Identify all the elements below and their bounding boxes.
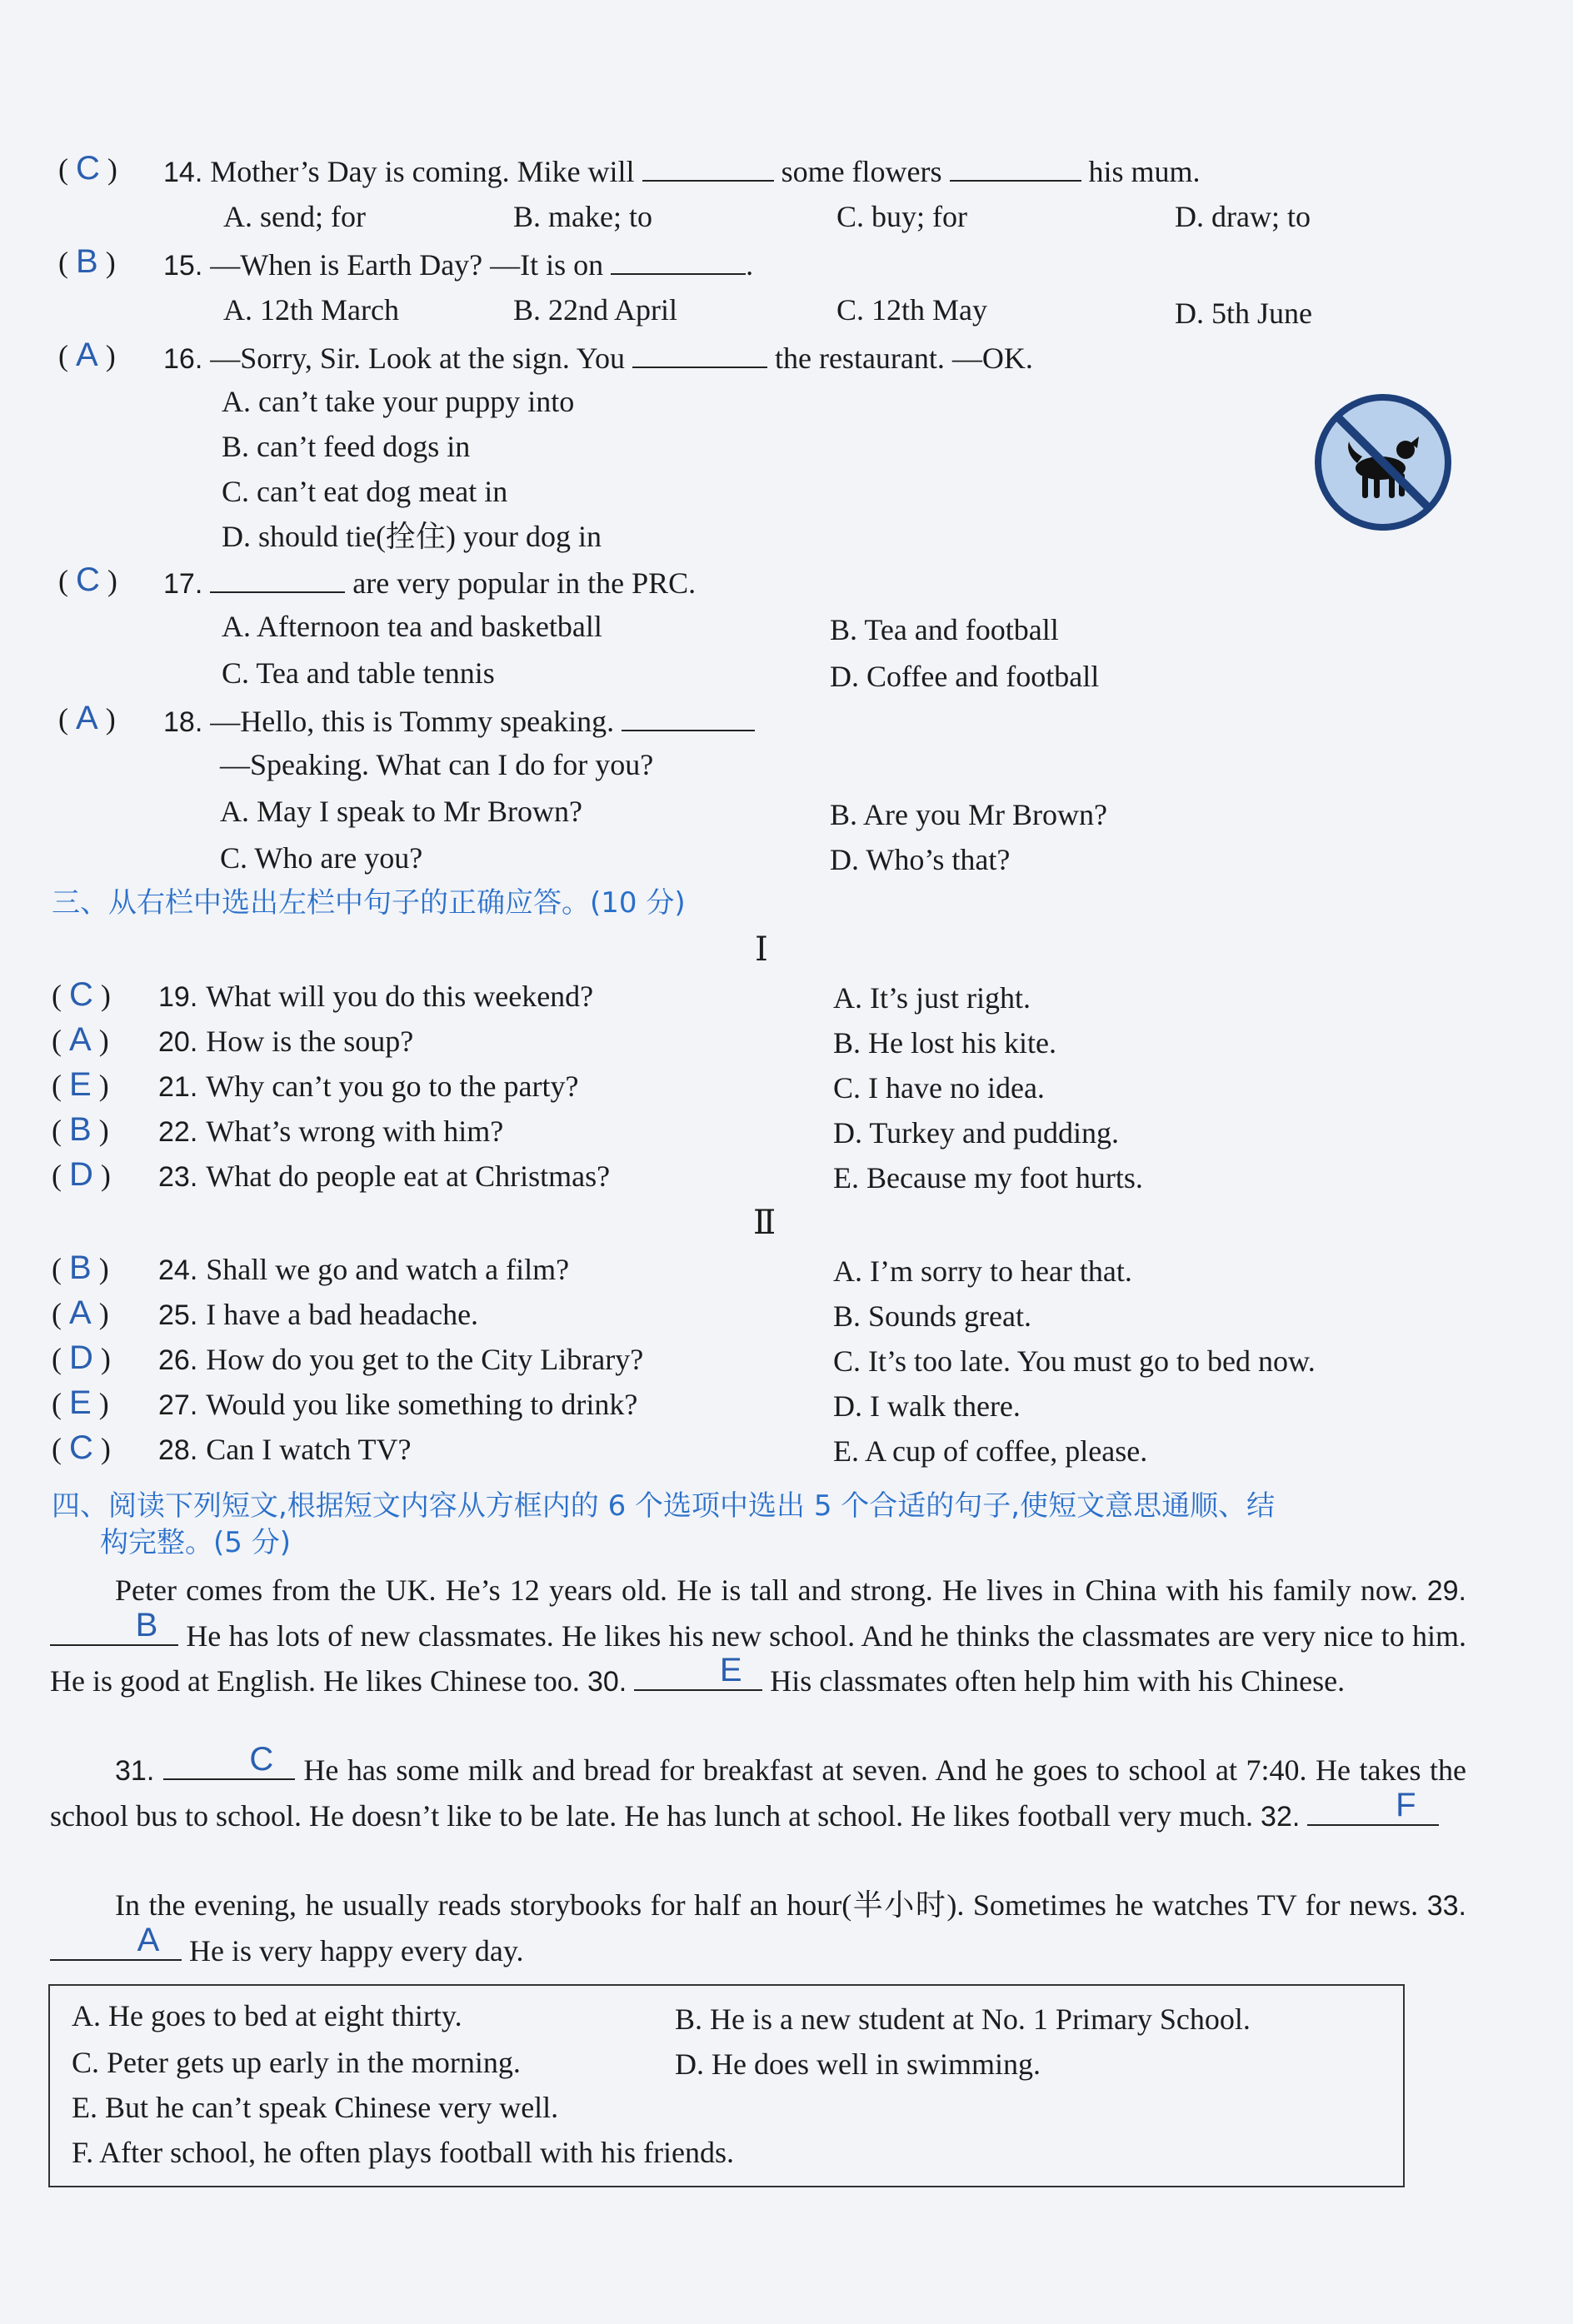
match-question-number: 24. (158, 1254, 198, 1286)
passage-p2-a: He has some milk and bread for breakfast at seven. And he goes to school at 7:40. He takes the school bus to school. He doesn’t like to be late. He has lunch at school. He likes football very much. (50, 1753, 1466, 1833)
match-question-number: 19. (158, 981, 198, 1013)
match-answer: B (69, 1111, 92, 1148)
q16-option-a: A. can’t take your puppy into (222, 385, 575, 418)
match-response-option: B. He lost his kite. (833, 1026, 1056, 1060)
answer-paren: ( A ) (52, 1021, 109, 1058)
q14-option-c: C. buy; for (836, 200, 967, 233)
answer-paren: ( D ) (52, 1339, 111, 1376)
match-question-number: 23. (158, 1161, 198, 1193)
blank-29-number: 29. (1426, 1575, 1466, 1607)
question-18-text: —Hello, this is Tommy speaking. (210, 705, 615, 738)
box-option-e: E. But he can’t speak Chinese very well. (72, 2091, 559, 2124)
match-question-number: 20. (158, 1026, 198, 1058)
question-18-blank (622, 701, 755, 731)
match-answer: C (69, 1429, 93, 1466)
section-4-title-line-1: 四、阅读下列短文,根据短文内容从方框内的 6 个选项中选出 5 个合适的句子,使短文意思通顺、结 (52, 1489, 1276, 1523)
match-response-option: A. It’s just right. (833, 981, 1031, 1015)
answer-paren: ( E ) (52, 1066, 109, 1103)
passage-p3-a: In the evening, he usually reads storybooks for half an hour(半小时). Sometimes he watches TV for news. (115, 1888, 1419, 1922)
match-question (158, 1023, 413, 1060)
blank-29 (50, 1607, 178, 1646)
match-question-text: How is the soup? (206, 1025, 414, 1058)
match-response-option: A. I’m sorry to hear that. (833, 1254, 1132, 1288)
passage-p1-c: His classmates often help him with his Chinese. (770, 1664, 1346, 1698)
answer-paren-17: ( C ) (58, 561, 117, 598)
answer-18: A (76, 700, 98, 736)
answer-paren: ( B ) (52, 1249, 109, 1286)
match-question-number: 28. (158, 1434, 198, 1466)
question-16-stem (163, 338, 1033, 377)
blank-31 (163, 1741, 295, 1780)
q18-option-c: C. Who are you? (220, 841, 423, 875)
q14-option-b: B. make; to (513, 200, 652, 233)
answer-16: A (76, 337, 98, 373)
answer-30: E (719, 1652, 742, 1688)
match-answer: D (69, 1339, 93, 1376)
match-question-number: 25. (158, 1299, 198, 1331)
question-18-text-2: —Speaking. What can I do for you? (220, 748, 654, 781)
answer-33: A (137, 1922, 160, 1958)
box-option-c: C. Peter gets up early in the morning. (72, 2046, 521, 2079)
match-question-text: Can I watch TV? (206, 1433, 412, 1466)
question-15-text: —When is Earth Day? —It is on (210, 248, 604, 282)
match-question (158, 1251, 569, 1289)
passage-p1-b: He has lots of new classmates. He likes his new school. And he thinks the classmates are very nice to him. He is good at English. He likes Chinese too. (50, 1619, 1467, 1698)
question-18-number: 18. (163, 706, 203, 738)
match-question (158, 1341, 643, 1379)
q18-option-b: B. Are you Mr Brown? (830, 798, 1107, 831)
answer-31: C (249, 1741, 274, 1778)
match-question-text: What’s wrong with him? (206, 1115, 504, 1148)
question-17-stem (163, 563, 696, 602)
options-box (48, 1984, 1405, 2187)
match-question-number: 22. (158, 1116, 198, 1148)
question-14-text-a: Mother’s Day is coming. Mike will (210, 155, 635, 188)
question-15-stem: 15. —When is Earth Day? —It is on . (163, 245, 753, 284)
match-question-number: 27. (158, 1389, 198, 1421)
match-question-text: What will you do this weekend? (206, 980, 594, 1013)
match-answer: B (69, 1249, 92, 1286)
question-18-stem (163, 701, 755, 741)
match-response-option: E. Because my foot hurts. (833, 1161, 1143, 1194)
q16-option-d: D. should tie(拴住) your dog in (222, 520, 602, 553)
question-16-text-b: the restaurant. —OK. (774, 342, 1033, 375)
q16-option-c: C. can’t eat dog meat in (222, 475, 508, 508)
match-answer: A (69, 1021, 92, 1058)
match-response-option: D. Turkey and pudding. (833, 1116, 1120, 1150)
q14-option-d: D. draw; to (1175, 200, 1311, 233)
answer-paren-18: ( A ) (58, 700, 116, 736)
match-question (158, 1296, 478, 1334)
q17-option-d: D. Coffee and football (830, 660, 1100, 693)
match-question-text: I have a bad headache. (206, 1298, 479, 1331)
answer-paren-16: ( A ) (58, 337, 116, 373)
question-14-blank-1 (642, 152, 774, 182)
answer-paren: ( B ) (52, 1111, 109, 1148)
q15-option-a: A. 12th March (223, 293, 399, 327)
match-response-option: B. Sounds great. (833, 1299, 1031, 1333)
answer-15: B (76, 243, 98, 280)
question-16-blank (632, 338, 767, 368)
match-response-option: E. A cup of coffee, please. (833, 1434, 1148, 1468)
section-4-title-line-2: 构完整。(5 分) (100, 1526, 291, 1559)
box-option-a: A. He goes to bed at eight thirty. (72, 1999, 462, 2032)
question-15-blank (611, 245, 746, 275)
question-17-text: are very popular in the PRC. (352, 566, 697, 600)
part-1-label: Ⅰ (755, 930, 768, 968)
answer-32: F (1396, 1787, 1416, 1823)
match-question-text: How do you get to the City Library? (206, 1343, 644, 1376)
question-14-stem (163, 152, 1201, 191)
q17-option-a: A. Afternoon tea and basketball (222, 610, 602, 643)
q15-option-d: D. 5th June (1175, 297, 1312, 330)
blank-33-number: 33. (1426, 1890, 1466, 1922)
answer-paren: ( C ) (52, 1429, 111, 1466)
answer-paren-14: ( C ) (58, 150, 117, 187)
question-15-number: 15. (163, 250, 203, 282)
match-question (158, 1113, 503, 1150)
answer-paren: ( A ) (52, 1294, 109, 1331)
answer-paren: ( E ) (52, 1384, 109, 1421)
match-question-text: Shall we go and watch a film? (206, 1253, 570, 1286)
match-question (158, 1068, 578, 1105)
passage-paragraph-2 (50, 1741, 1466, 1839)
blank-30 (634, 1652, 762, 1691)
match-response-option: C. It’s too late. You must go to bed now. (833, 1344, 1316, 1378)
answer-14: C (76, 150, 100, 187)
match-question-number: 21. (158, 1071, 198, 1103)
match-answer: C (69, 976, 93, 1013)
question-17-blank (210, 563, 345, 593)
box-option-f: F. After school, he often plays football with his friends. (72, 2136, 734, 2169)
blank-30-number: 30. (587, 1666, 627, 1698)
blank-32-number: 32. (1261, 1801, 1301, 1833)
q14-option-a: A. send; for (223, 200, 366, 233)
passage-paragraph-1 (50, 1568, 1466, 1704)
passage-p1-a: Peter comes from the UK. He’s 12 years old. He is tall and strong. He lives in China with his family now. (115, 1573, 1418, 1607)
question-17-number: 17. (163, 568, 203, 600)
match-response-option: D. I walk there. (833, 1389, 1021, 1423)
box-option-d: D. He does well in swimming. (675, 2047, 1041, 2081)
answer-paren: ( D ) (52, 1156, 111, 1193)
match-question (158, 978, 593, 1015)
section-3-title: 三、从右栏中选出左栏中句子的正确应答。(10 分) (52, 886, 686, 920)
match-answer: A (69, 1294, 92, 1331)
match-answer: E (69, 1066, 92, 1103)
q18-option-d: D. Who’s that? (830, 843, 1011, 876)
passage-p3-b: He is very happy every day. (189, 1934, 524, 1967)
match-question (158, 1431, 412, 1469)
question-14-text-c: his mum. (1088, 155, 1201, 188)
part-2-label: Ⅱ (753, 1204, 777, 1241)
blank-31-number: 31. (115, 1755, 155, 1787)
box-option-b: B. He is a new student at No. 1 Primary School. (675, 2002, 1251, 2036)
answer-paren-15: ( B ) (58, 243, 116, 280)
question-14-text-b: some flowers (781, 155, 942, 188)
match-response-option: C. I have no idea. (833, 1071, 1045, 1105)
q18-option-a: A. May I speak to Mr Brown? (220, 795, 582, 828)
match-question (158, 1158, 610, 1195)
match-question-number: 26. (158, 1344, 198, 1376)
q15-option-c: C. 12th May (836, 293, 988, 327)
match-question-text: What do people eat at Christmas? (206, 1160, 611, 1193)
question-16-number: 16. (163, 343, 203, 375)
q16-option-b: B. can’t feed dogs in (222, 430, 471, 463)
question-16-text-a: —Sorry, Sir. Look at the sign. You (210, 342, 625, 375)
answer-paren: ( C ) (52, 976, 111, 1013)
blank-33 (50, 1922, 182, 1961)
q17-option-b: B. Tea and football (830, 613, 1059, 646)
match-answer: D (69, 1156, 93, 1193)
match-question-text: Why can’t you go to the party? (206, 1070, 579, 1103)
answer-29: B (135, 1607, 158, 1643)
passage-paragraph-3 (50, 1883, 1466, 1973)
no-dogs-sign-icon (1312, 391, 1454, 533)
question-14-blank-2 (950, 152, 1081, 182)
match-question (158, 1386, 637, 1424)
q15-option-b: B. 22nd April (513, 293, 678, 327)
q17-option-c: C. Tea and table tennis (222, 656, 495, 690)
question-14-number: 14. (163, 157, 203, 188)
match-question-text: Would you like something to drink? (206, 1388, 638, 1421)
blank-32 (1307, 1787, 1439, 1826)
answer-17: C (76, 561, 100, 598)
match-answer: E (69, 1384, 92, 1421)
